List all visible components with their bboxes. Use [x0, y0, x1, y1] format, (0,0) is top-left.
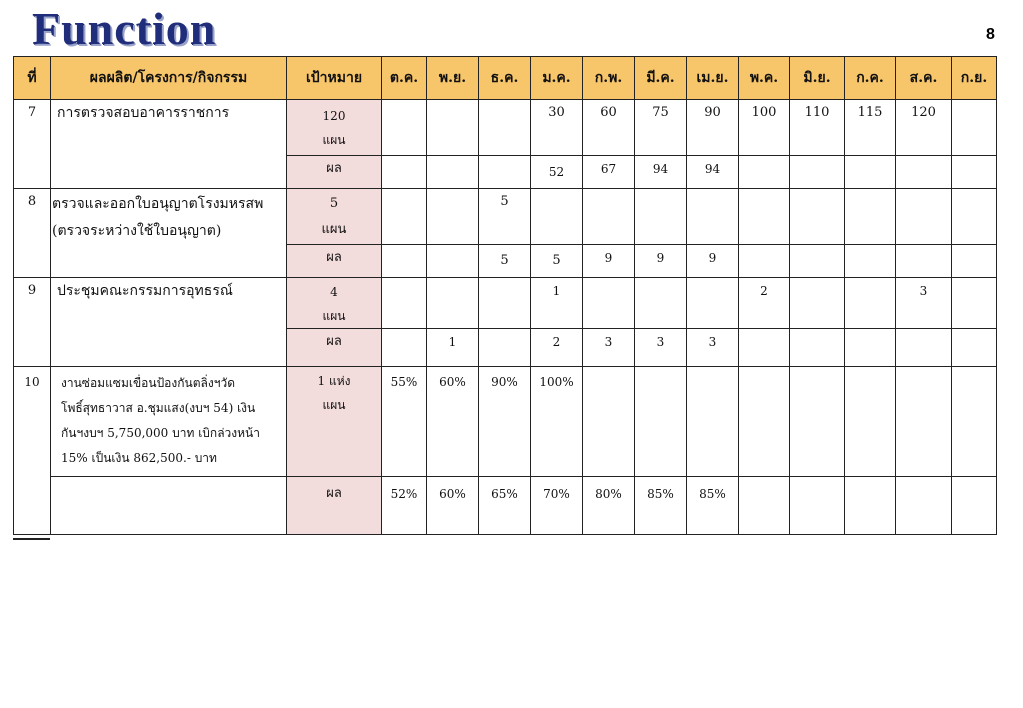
header-cell: ธ.ค.: [479, 57, 531, 100]
table-bottom-rule: [13, 538, 50, 540]
row-number: 8: [14, 189, 51, 278]
result-cell: [952, 329, 997, 367]
table-row: [14, 477, 997, 535]
plan-cell: 2: [739, 278, 790, 329]
result-cell: [790, 245, 845, 278]
result-cell: [479, 156, 531, 189]
plan-cell: [382, 278, 427, 329]
result-cell: 85%: [635, 477, 687, 535]
result-cell: [896, 156, 952, 189]
header-cell: ก.ค.: [845, 57, 896, 100]
plan-cell: 5: [479, 189, 531, 245]
result-cell: 9: [583, 245, 635, 278]
header-cell: พ.ย.: [427, 57, 479, 100]
result-cell: [739, 156, 790, 189]
result-cell: 9: [687, 245, 739, 278]
plan-cell: [845, 367, 896, 477]
progress-table: [13, 56, 997, 535]
plan-cell: [845, 278, 896, 329]
plan-cell: [790, 189, 845, 245]
result-cell: 94: [687, 156, 739, 189]
plan-cell: [635, 278, 687, 329]
header-cell: ม.ค.: [531, 57, 583, 100]
plan-cell: [687, 278, 739, 329]
result-cell: 70%: [531, 477, 583, 535]
result-cell: 1: [427, 329, 479, 367]
result-cell: [896, 329, 952, 367]
row-number: 7: [14, 100, 51, 189]
plan-cell: [952, 100, 997, 156]
header-cell: ส.ค.: [896, 57, 952, 100]
row-number: 10: [14, 367, 51, 535]
header-cell: เป้าหมาย: [287, 57, 382, 100]
result-cell: [845, 329, 896, 367]
result-cell: 52%: [382, 477, 427, 535]
result-cell: 85%: [687, 477, 739, 535]
result-cell: 2: [531, 329, 583, 367]
result-cell: 3: [687, 329, 739, 367]
result-cell: 67: [583, 156, 635, 189]
result-cell: [790, 156, 845, 189]
result-cell: [479, 329, 531, 367]
plan-cell: 3: [896, 278, 952, 329]
plan-cell: [479, 278, 531, 329]
result-cell: [739, 477, 790, 535]
result-cell: 5: [531, 245, 583, 278]
plan-cell: [896, 367, 952, 477]
plan-cell: [583, 278, 635, 329]
result-cell: 52: [531, 156, 583, 189]
plan-cell: [427, 189, 479, 245]
plan-cell: 1: [531, 278, 583, 329]
table-row: [14, 278, 997, 329]
result-cell: [427, 245, 479, 278]
plan-cell: [952, 278, 997, 329]
result-cell: [952, 477, 997, 535]
header-cell: ก.พ.: [583, 57, 635, 100]
result-label: ผล: [287, 477, 382, 535]
header-cell: ต.ค.: [382, 57, 427, 100]
plan-cell: [790, 278, 845, 329]
result-cell: [845, 477, 896, 535]
table-row: [14, 100, 997, 156]
result-cell: [382, 329, 427, 367]
header-cell: พ.ค.: [739, 57, 790, 100]
plan-cell: [790, 367, 845, 477]
target-cell: 1 แห่ง แผน: [287, 367, 382, 477]
plan-cell: [687, 189, 739, 245]
plan-cell: [427, 100, 479, 156]
row-number: 9: [14, 278, 51, 367]
plan-cell: 60%: [427, 367, 479, 477]
plan-cell: 60: [583, 100, 635, 156]
result-cell: 60%: [427, 477, 479, 535]
result-cell: [952, 245, 997, 278]
plan-cell: [896, 189, 952, 245]
activity-name: ประชุมคณะกรรมการอุทธรณ์: [51, 278, 287, 367]
header-cell: ก.ย.: [952, 57, 997, 100]
result-cell: 3: [583, 329, 635, 367]
plan-cell: 30: [531, 100, 583, 156]
plan-cell: [531, 189, 583, 245]
plan-cell: [739, 367, 790, 477]
target-cell: 120 แผน: [287, 100, 382, 156]
result-label: ผล: [287, 329, 382, 367]
plan-cell: [479, 100, 531, 156]
plan-cell: 90%: [479, 367, 531, 477]
page-number: 8: [986, 26, 995, 43]
plan-cell: 75: [635, 100, 687, 156]
page-title: Function: [32, 3, 217, 54]
plan-cell: 115: [845, 100, 896, 156]
result-cell: [382, 245, 427, 278]
plan-cell: [952, 367, 997, 477]
plan-cell: [382, 100, 427, 156]
plan-cell: [739, 189, 790, 245]
plan-cell: 90: [687, 100, 739, 156]
header-cell: ที่: [14, 57, 51, 100]
result-cell: [952, 156, 997, 189]
result-cell: [739, 245, 790, 278]
result-cell: [896, 245, 952, 278]
table-row: [14, 189, 997, 245]
result-label: ผล: [287, 156, 382, 189]
activity-name: การตรวจสอบอาคารราชการ: [51, 100, 287, 189]
plan-cell: 100%: [531, 367, 583, 477]
plan-cell: [845, 189, 896, 245]
header-row: [14, 57, 997, 100]
result-cell: [790, 477, 845, 535]
result-cell: [845, 156, 896, 189]
header-cell: เม.ย.: [687, 57, 739, 100]
plan-cell: [635, 367, 687, 477]
result-label: ผล: [287, 245, 382, 278]
plan-cell: [382, 189, 427, 245]
header-cell: ผลผลิต/โครงการ/กิจกรรม: [51, 57, 287, 100]
plan-cell: [952, 189, 997, 245]
activity-name: ตรวจและออกใบอนุญาตโรงมหรสพ (ตรวจระหว่างใช้ใบอนุญาต): [51, 189, 287, 278]
result-cell: 94: [635, 156, 687, 189]
result-cell: [739, 329, 790, 367]
result-cell: 3: [635, 329, 687, 367]
table-row: [14, 367, 997, 477]
result-cell: 9: [635, 245, 687, 278]
result-cell: [896, 477, 952, 535]
plan-cell: 100: [739, 100, 790, 156]
result-cell: 65%: [479, 477, 531, 535]
target-cell: 5 แผน: [287, 189, 382, 245]
header-cell: มี.ค.: [635, 57, 687, 100]
activity-name: งานซ่อมแซมเขื่อนป้องกันตลิ่งฯวัด โพธิ์สุทธาวาส อ.ชุมแสง(งบฯ 54) เงิน กันฯงบฯ 5,750,000 บาท เบิกล่วงหน้า 15% เป็นเงิน 862,500.- บาท: [51, 367, 287, 477]
result-cell: [427, 156, 479, 189]
activity-name-empty: [51, 477, 287, 535]
plan-cell: 120: [896, 100, 952, 156]
result-cell: 5: [479, 245, 531, 278]
result-cell: [382, 156, 427, 189]
result-cell: [790, 329, 845, 367]
plan-cell: 110: [790, 100, 845, 156]
plan-cell: 55%: [382, 367, 427, 477]
plan-cell: [583, 367, 635, 477]
target-cell: 4 แผน: [287, 278, 382, 329]
result-cell: 80%: [583, 477, 635, 535]
plan-cell: [635, 189, 687, 245]
result-cell: [845, 245, 896, 278]
plan-cell: [427, 278, 479, 329]
header-cell: มิ.ย.: [790, 57, 845, 100]
plan-cell: [583, 189, 635, 245]
plan-cell: [687, 367, 739, 477]
